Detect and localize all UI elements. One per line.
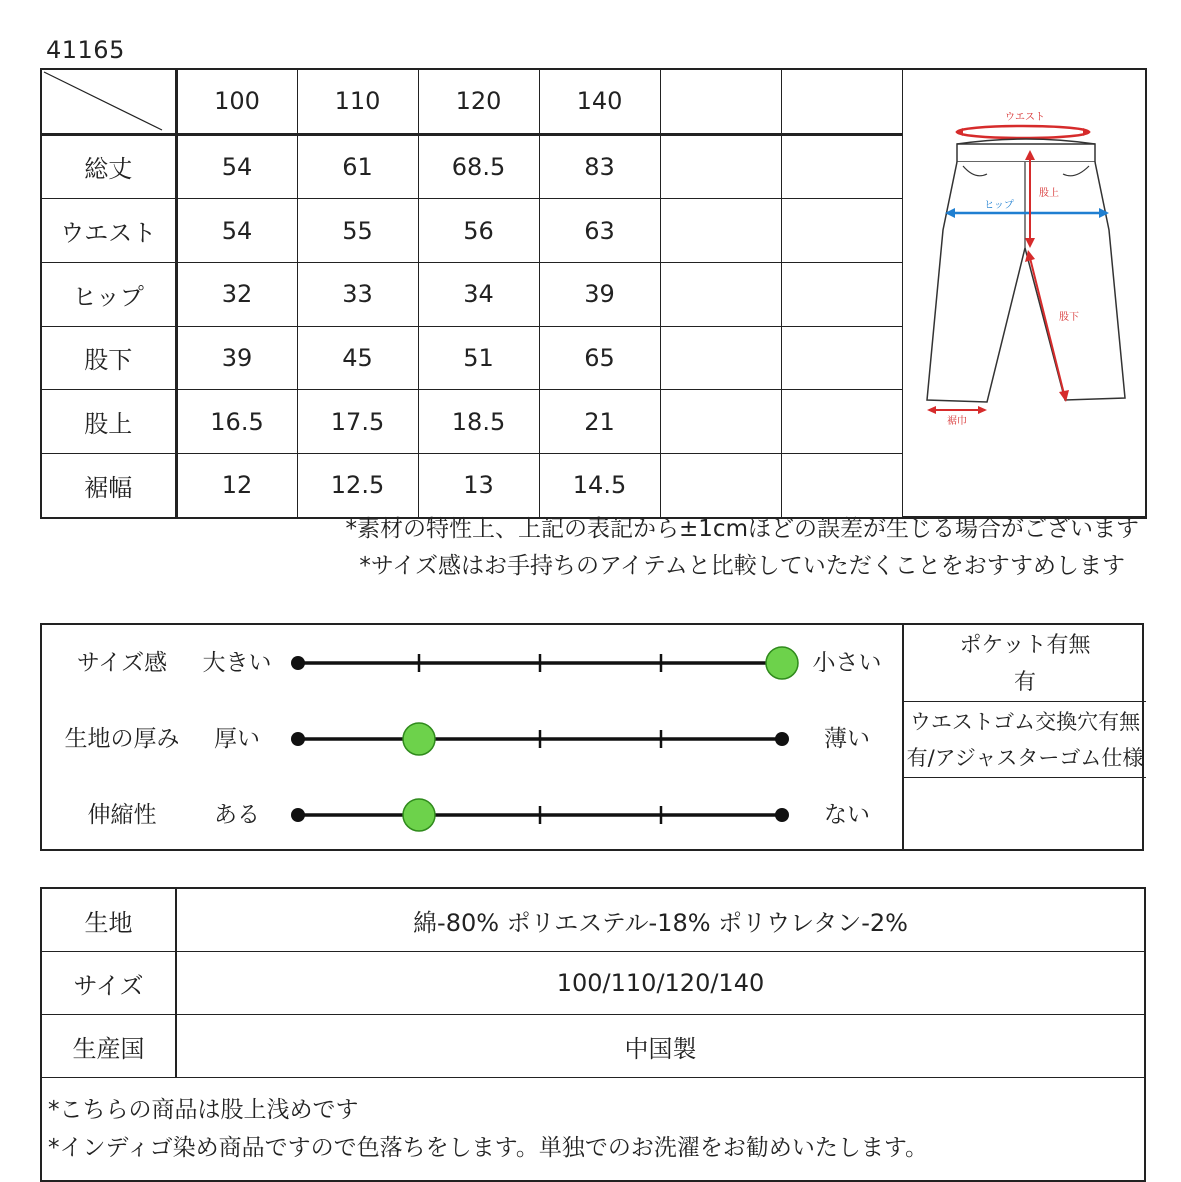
feel-label: サイズ感	[76, 650, 168, 676]
cell: 54	[176, 134, 297, 199]
spec-label: 生産国	[41, 1015, 176, 1078]
feel-right-label: ない	[824, 802, 870, 828]
cell: 45	[297, 326, 418, 390]
cell: 34	[418, 262, 539, 326]
row-label: 総丈	[41, 134, 176, 199]
size-table	[40, 68, 1147, 519]
cell	[781, 134, 902, 199]
feel-scale	[282, 719, 802, 759]
divider	[904, 701, 1146, 702]
scale-end-left	[291, 808, 305, 822]
diagonal-line	[42, 70, 177, 131]
spec-row	[41, 888, 1145, 952]
spec-row	[41, 952, 1145, 1015]
feel-label: 生地の厚み	[64, 726, 180, 752]
rise-label: 股上	[1038, 188, 1059, 199]
cell: 54	[176, 199, 297, 263]
cell	[781, 199, 902, 263]
cell: 13	[418, 453, 539, 517]
cell	[660, 326, 781, 390]
cell	[660, 453, 781, 517]
spec-table	[40, 887, 1146, 1182]
scale-end-left	[291, 732, 305, 746]
note: *素材の特性上、上記の表記から±1cmほどの誤差が生じる場合がございます	[345, 516, 1139, 542]
feel-left-label: 厚い	[214, 726, 260, 752]
spec-value: 100/110/120/140	[176, 952, 1145, 1015]
cell	[781, 326, 902, 390]
corner-cell	[41, 69, 176, 134]
side-info-panel	[902, 625, 1146, 849]
cell: 12.5	[297, 453, 418, 517]
scale-end-right	[775, 732, 789, 746]
pants-diagram	[903, 70, 1145, 510]
size-header-row	[41, 69, 1146, 134]
row-label: 裾幅	[41, 453, 176, 517]
scale-end-left	[291, 656, 305, 670]
cell: 14.5	[539, 453, 660, 517]
cell: 55	[297, 199, 418, 263]
pants-diagram-cell	[902, 69, 1146, 518]
cell: 61	[297, 134, 418, 199]
feel-row-thickness	[42, 701, 904, 777]
cell: 56	[418, 199, 539, 263]
row-label: 股下	[41, 326, 176, 390]
cell	[781, 262, 902, 326]
feel-scale	[282, 643, 802, 683]
feel-row-size	[42, 625, 904, 701]
feel-right-label: 小さい	[812, 650, 882, 676]
spec-value: 綿-80% ポリエステル-18% ポリウレタン-2%	[176, 888, 1145, 952]
cell: 39	[539, 262, 660, 326]
feel-right-label: 薄い	[824, 726, 870, 752]
spec-footnote-row	[41, 1078, 1145, 1182]
cell: 39	[176, 326, 297, 390]
row-label: 股上	[41, 390, 176, 454]
cell: 33	[297, 262, 418, 326]
hip-label: ヒップ	[983, 200, 1014, 211]
cell: 16.5	[176, 390, 297, 454]
scale-marker	[403, 723, 435, 755]
waist-rubber-title: ウエストゴム交換穴有無	[909, 710, 1141, 734]
product-code: 41165	[46, 36, 125, 64]
row-label: ヒップ	[41, 262, 176, 326]
inseam-label: 股下	[1058, 312, 1079, 323]
cell: 21	[539, 390, 660, 454]
scale-marker	[766, 647, 798, 679]
size-header: 110	[297, 69, 418, 134]
spec-footnotes	[41, 1078, 1145, 1182]
footnote: *こちらの商品は股上浅めです	[48, 1097, 359, 1123]
cell: 12	[176, 453, 297, 517]
footnote: *インディゴ染め商品ですので色落ちをします。単独でのお洗濯をお勧めいたします。	[48, 1135, 928, 1161]
pocket-title: ポケット有無	[959, 633, 1091, 658]
size-notes	[346, 511, 1139, 585]
cell	[660, 262, 781, 326]
cell	[660, 390, 781, 454]
cell: 51	[418, 326, 539, 390]
cell	[781, 453, 902, 517]
cell: 68.5	[418, 134, 539, 199]
scale-end-right	[775, 808, 789, 822]
divider	[904, 777, 1146, 778]
hem-label: 裾巾	[946, 416, 967, 427]
cell: 32	[176, 262, 297, 326]
waist-rubber-value: 有/アジャスターゴム仕様	[906, 746, 1144, 770]
feel-left-label: ある	[214, 802, 260, 828]
spec-value: 中国製	[176, 1015, 1145, 1078]
cell: 65	[539, 326, 660, 390]
feel-scale	[282, 795, 802, 835]
cell: 18.5	[418, 390, 539, 454]
cell	[781, 390, 902, 454]
spec-row	[41, 1015, 1145, 1078]
feel-row-stretch	[42, 777, 904, 853]
cell: 17.5	[297, 390, 418, 454]
note: *サイズ感はお手持ちのアイテムと比較していただくことをおすすめします	[359, 553, 1125, 579]
cell: 63	[539, 199, 660, 263]
size-header	[781, 69, 902, 134]
cell	[660, 199, 781, 263]
cell: 83	[539, 134, 660, 199]
size-header: 120	[418, 69, 539, 134]
size-header: 100	[176, 69, 297, 134]
spec-label: 生地	[41, 888, 176, 952]
fit-feel-box	[40, 623, 1144, 851]
size-header: 140	[539, 69, 660, 134]
cell	[660, 134, 781, 199]
row-label: ウエスト	[41, 199, 176, 263]
size-header	[660, 69, 781, 134]
scale-marker	[403, 799, 435, 831]
spec-label: サイズ	[41, 952, 176, 1015]
feel-label: 伸縮性	[87, 802, 157, 828]
waist-label: ウエスト	[1004, 112, 1045, 123]
pocket-value: 有	[1013, 670, 1036, 695]
feel-left-label: 大きい	[202, 650, 272, 676]
